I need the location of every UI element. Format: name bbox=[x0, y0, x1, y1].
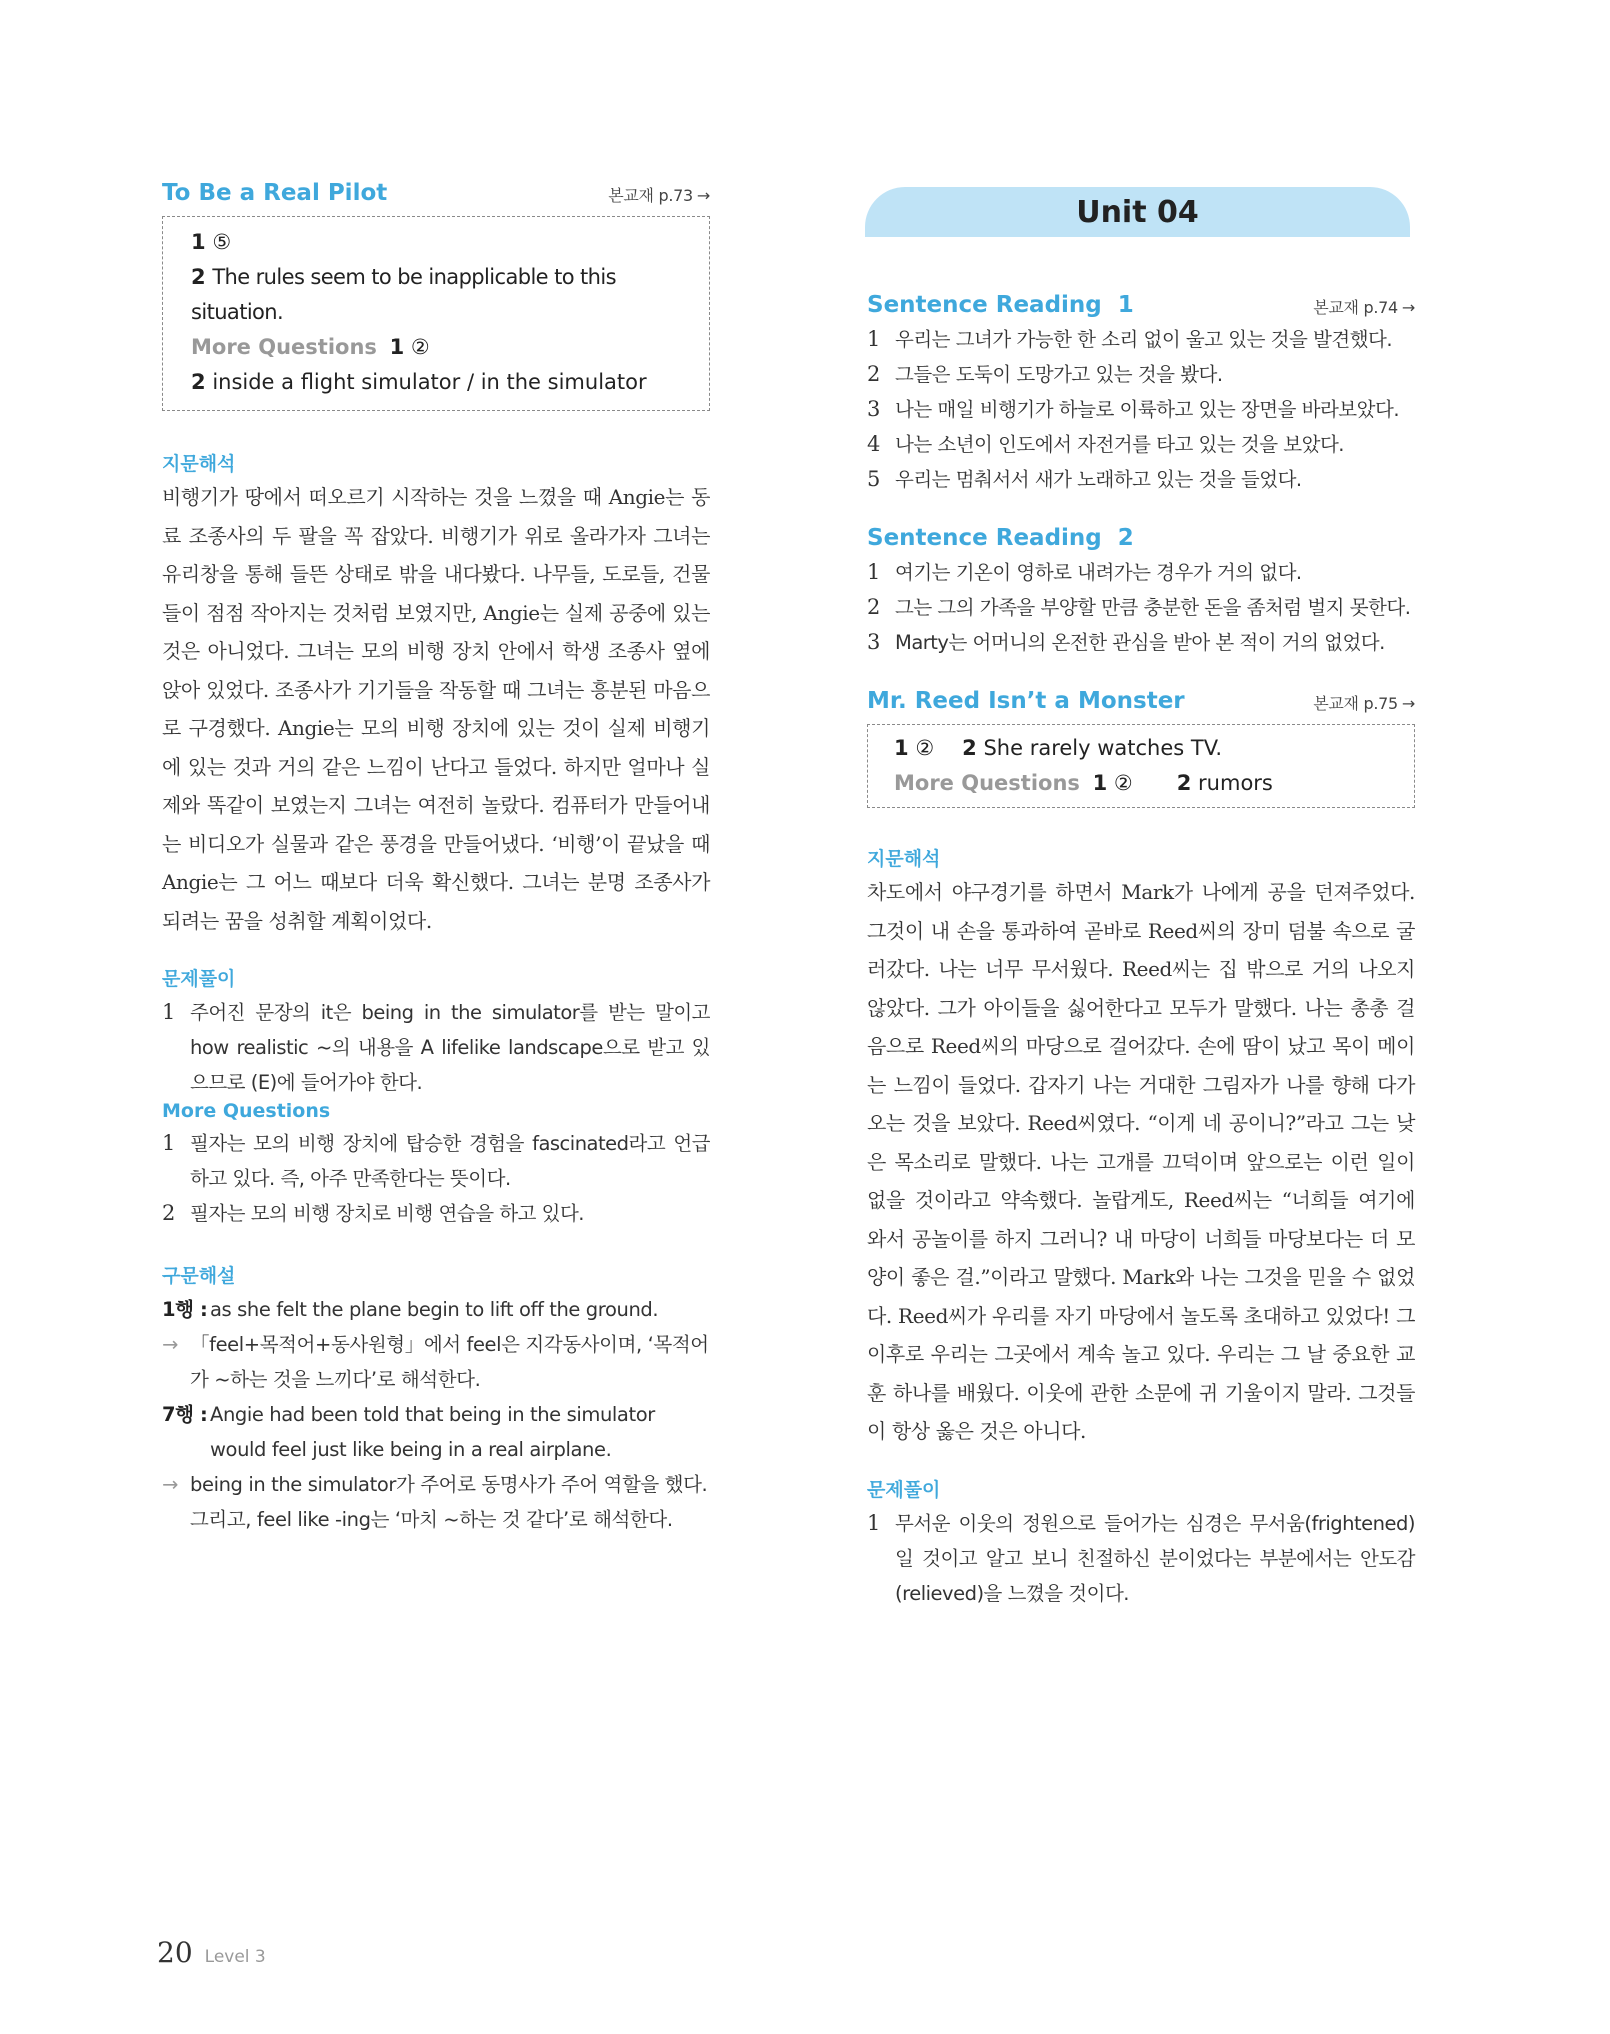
section-title bbox=[867, 525, 1134, 551]
list-item bbox=[162, 1126, 710, 1196]
item-text: 나는 매일 비행기가 하늘로 이륙하고 있는 장면을 바라보았다. bbox=[895, 398, 1400, 421]
answer-number: 1 bbox=[1092, 771, 1108, 795]
section-title: Mr. Reed Isn’t a Monster bbox=[867, 688, 1185, 714]
list-item bbox=[867, 555, 1415, 590]
solution-heading: 문제풀이 bbox=[867, 1478, 941, 1501]
arrow-right-icon: → bbox=[162, 1333, 178, 1356]
section-header-sr1 bbox=[867, 292, 1415, 318]
list-item bbox=[867, 427, 1415, 462]
answer-value: inside a flight simulator / in the simulator bbox=[212, 370, 647, 394]
solution-heading: 문제풀이 bbox=[162, 968, 236, 990]
sentence-reading-1-list bbox=[867, 322, 1415, 497]
answer-value: rumors bbox=[1198, 771, 1273, 795]
section-title bbox=[867, 292, 1134, 318]
list-item bbox=[867, 357, 1415, 392]
arrow-right-icon: → bbox=[162, 1473, 178, 1496]
item-number: 1 bbox=[867, 560, 880, 584]
list-item bbox=[867, 1506, 1415, 1611]
answer-value: ② bbox=[915, 736, 935, 760]
item-number: 4 bbox=[867, 432, 880, 456]
item-text: 나는 소년이 인도에서 자전거를 타고 있는 것을 보았다. bbox=[895, 433, 1345, 456]
item-text: 여기는 기온이 영하로 내려가는 경우가 거의 없다. bbox=[895, 561, 1302, 584]
page-footer bbox=[157, 1936, 266, 1969]
answer-number: 1 bbox=[894, 736, 909, 760]
section-header-mr-reed bbox=[867, 688, 1415, 714]
answer-1 bbox=[191, 225, 709, 260]
item-number: 1 bbox=[162, 1131, 175, 1155]
item-text: 그는 그의 가족을 부양할 만큼 충분한 돈을 좀처럼 벌지 못한다. bbox=[895, 596, 1411, 619]
left-column bbox=[162, 180, 710, 1537]
list-item bbox=[162, 1196, 710, 1231]
item-text: 무서운 이웃의 정원으로 들어가는 심경은 무서움(frightened)일 것이고 알고 보니 친절하신 분이었다는 부분에서는 안도감(relieved)을 느꼈을 것이다. bbox=[895, 1511, 1415, 1605]
solution-list bbox=[867, 1506, 1415, 1611]
item-text: 주어진 문장의 it은 being in the simulator를 받는 말이고 how realistic ~의 내용을 A lifelike landscape으로 받고 있으므로 (E)에 들어가야 한다. bbox=[190, 1001, 710, 1094]
answer-number: 2 bbox=[191, 370, 206, 394]
arrow-right-icon: → bbox=[1401, 694, 1415, 713]
unit-banner bbox=[865, 187, 1410, 237]
grammar-explanation-1 bbox=[162, 1327, 710, 1397]
item-number: 1 bbox=[867, 1510, 880, 1535]
grammar-heading: 구문해설 bbox=[162, 1265, 236, 1287]
more-questions-answer-2 bbox=[191, 365, 709, 400]
grammar-line-7 bbox=[162, 1397, 710, 1467]
answer-number: 1 bbox=[191, 230, 206, 254]
item-text: 그들은 도둑이 도망가고 있는 것을 봤다. bbox=[895, 363, 1223, 386]
item-text: 우리는 멈춰서서 새가 노래하고 있는 것을 들었다. bbox=[895, 468, 1302, 491]
item-text: Marty는 어머니의 온전한 관심을 받아 본 적이 거의 없었다. bbox=[895, 631, 1385, 654]
list-item bbox=[867, 322, 1415, 357]
more-questions-label: More Questions bbox=[894, 771, 1080, 795]
explanation-text: 「feel+목적어+동사원형」에서 feel은 지각동사이며, ‘목적어가 ~하는 것을 느끼다’로 해석한다. bbox=[190, 1333, 709, 1391]
page-reference-text: 본교재 p.73 bbox=[608, 186, 693, 205]
item-number: 1 bbox=[162, 1000, 175, 1024]
answer-value: The rules seem to be inapplicable to this situation. bbox=[191, 265, 616, 324]
translation-heading: 지문해석 bbox=[867, 848, 941, 870]
list-item bbox=[867, 625, 1415, 660]
item-text: 필자는 모의 비행 장치로 비행 연습을 하고 있다. bbox=[190, 1202, 584, 1225]
item-number: 3 bbox=[867, 630, 880, 654]
item-number: 3 bbox=[867, 397, 880, 421]
grammar-sentence: Angie had been told that being in the simulator would feel just like being in a real airplane. bbox=[210, 1403, 655, 1461]
grammar-line-1 bbox=[162, 1292, 710, 1327]
translation-text: 비행기가 땅에서 떠오르기 시작하는 것을 느꼈을 때 Angie는 동료 조종사의 두 팔을 꼭 잡았다. 비행기가 위로 올라가자 그녀는 유리창을 통해 들뜬 상태로 밖을 내다봤다. 나무들, 도로들, 건물들이 점점 작아지는 것처럼 보였지만, Angie는 실제 공중에 있는 것은 아니었다. 그녀는 모의 비행 장치 안에서 학생 조종사 옆에 앉아 있었다. 조종사가 기기들을 작동할 때 그녀는 흥분된 마음으로 구경했다. Angie는 모의 비행 장치에 있는 것이 실제 비행기에 있는 것과 거의 같은 느낌이 난다고 들었다. 하지만 얼마나 실제와 똑같이 보였는지 그녀는 여전히 놀랐다. 컴퓨터가 만들어내는 비디오가 실물과 같은 풍경을 만들어냈다. ‘비행’이 끝났을 때 Angie는 그 어느 때보다 더욱 확신했다. 그녀는 분명 조종사가 되려는 꿈을 성취할 계획이었다. bbox=[162, 485, 710, 933]
section-number: 2 bbox=[1117, 525, 1134, 551]
translation-text: 차도에서 야구경기를 하면서 Mark가 나에게 공을 던져주었다. 그것이 내 손을 통과하여 곧바로 Reed씨의 장미 덤불 속으로 굴러갔다. 나는 너무 무서웠다. Reed씨는 집 밖으로 거의 나오지 않았다. 그가 아이들을 싫어한다고 모두가 말했다. 나는 총총 걸음으로 Reed씨의 마당으로 걸어갔다. 손에 땀이 났고 목이 메이는 느낌이 들었다. 갑자기 나는 거대한 그림자가 나를 향해 다가오는 것을 보았다. Reed씨였다. “이게 네 공이니?”라고 그는 낮은 목소리로 말했다. 나는 고개를 끄덕이며 앞으로는 이런 일이 없을 것이라고 약속했다. 놀랍게도, Reed씨는 “너희들 여기에 와서 공놀이를 하지 그러니? 내 마당이 너희들 마당보다는 더 모양이 좋은 걸.”이라고 말했다. Mark와 나는 그것을 믿을 수 없었다. Reed씨가 우리를 자기 마당에서 놀도록 초대하고 있었다! 그 이후로 우리는 그곳에서 계속 놀고 있다. 우리는 그 날 중요한 교훈 하나를 배웠다. 이웃에 관한 소문에 귀 기울이지 말라. 그것들이 항상 옳은 것은 아니다. bbox=[867, 880, 1416, 1443]
answer-value: She rarely watches TV. bbox=[983, 736, 1223, 760]
sentence-reading-2-list bbox=[867, 555, 1415, 660]
answer-row-2 bbox=[894, 766, 1414, 801]
section-number: 1 bbox=[1117, 292, 1134, 318]
unit-title: Unit 04 bbox=[1076, 194, 1199, 230]
line-label: 7행 : bbox=[162, 1403, 208, 1426]
level-label: Level 3 bbox=[204, 1947, 266, 1967]
grammar-sentence: as she felt the plane begin to lift off the ground. bbox=[210, 1298, 659, 1321]
explanation-text: being in the simulator가 주어로 동명사가 주어 역할을 했다. 그리고, feel like -ing는 ‘마치 ~하는 것 같다’로 해석한다. bbox=[190, 1473, 708, 1531]
more-questions-list bbox=[162, 1126, 710, 1231]
section-header-sr2 bbox=[867, 525, 1415, 551]
more-questions-heading: More Questions bbox=[162, 1100, 331, 1122]
item-number: 5 bbox=[867, 467, 880, 491]
page-reference bbox=[1313, 691, 1415, 714]
solution-list bbox=[162, 995, 710, 1100]
answer-2 bbox=[191, 260, 709, 330]
arrow-right-icon: → bbox=[1401, 298, 1415, 317]
answer-number: 2 bbox=[962, 736, 977, 760]
list-item bbox=[867, 462, 1415, 497]
answer-value: ⑤ bbox=[212, 230, 232, 254]
more-questions-label: More Questions bbox=[191, 335, 377, 359]
section-title: To Be a Real Pilot bbox=[162, 180, 388, 206]
answer-number: 1 bbox=[389, 335, 405, 359]
item-number: 2 bbox=[162, 1201, 175, 1225]
item-text: 필자는 모의 비행 장치에 탑승한 경험을 fascinated라고 언급하고 있다. 즉, 아주 만족한다는 뜻이다. bbox=[190, 1132, 710, 1190]
answer-row-1 bbox=[894, 731, 1414, 766]
page-reference bbox=[608, 183, 710, 206]
answer-value: ② bbox=[410, 335, 430, 359]
answer-number: 2 bbox=[1176, 771, 1192, 795]
section-header-pilot bbox=[162, 180, 710, 206]
answer-box bbox=[162, 216, 710, 411]
item-number: 2 bbox=[867, 362, 880, 386]
arrow-right-icon: → bbox=[696, 186, 710, 205]
item-number: 1 bbox=[867, 327, 880, 351]
answer-number: 2 bbox=[191, 265, 206, 289]
line-label: 1행 : bbox=[162, 1298, 208, 1321]
right-column bbox=[867, 292, 1415, 1611]
list-item bbox=[867, 392, 1415, 427]
section-title-text: Sentence Reading bbox=[867, 525, 1102, 551]
page-reference bbox=[1313, 295, 1415, 318]
page-reference-text: 본교재 p.74 bbox=[1313, 298, 1398, 317]
answer-value: ② bbox=[1113, 771, 1133, 795]
grammar-notes bbox=[162, 1292, 710, 1537]
more-questions-answer-1 bbox=[191, 330, 709, 365]
item-number: 2 bbox=[867, 595, 880, 619]
list-item bbox=[867, 590, 1415, 625]
grammar-explanation-7 bbox=[162, 1467, 710, 1537]
page-reference-text: 본교재 p.75 bbox=[1313, 694, 1398, 713]
page-number: 20 bbox=[157, 1936, 193, 1969]
translation-heading: 지문해석 bbox=[162, 453, 236, 475]
item-text: 우리는 그녀가 가능한 한 소리 없이 울고 있는 것을 발견했다. bbox=[895, 328, 1393, 351]
answer-box bbox=[867, 724, 1415, 808]
section-title-text: Sentence Reading bbox=[867, 292, 1102, 318]
list-item bbox=[162, 995, 710, 1100]
